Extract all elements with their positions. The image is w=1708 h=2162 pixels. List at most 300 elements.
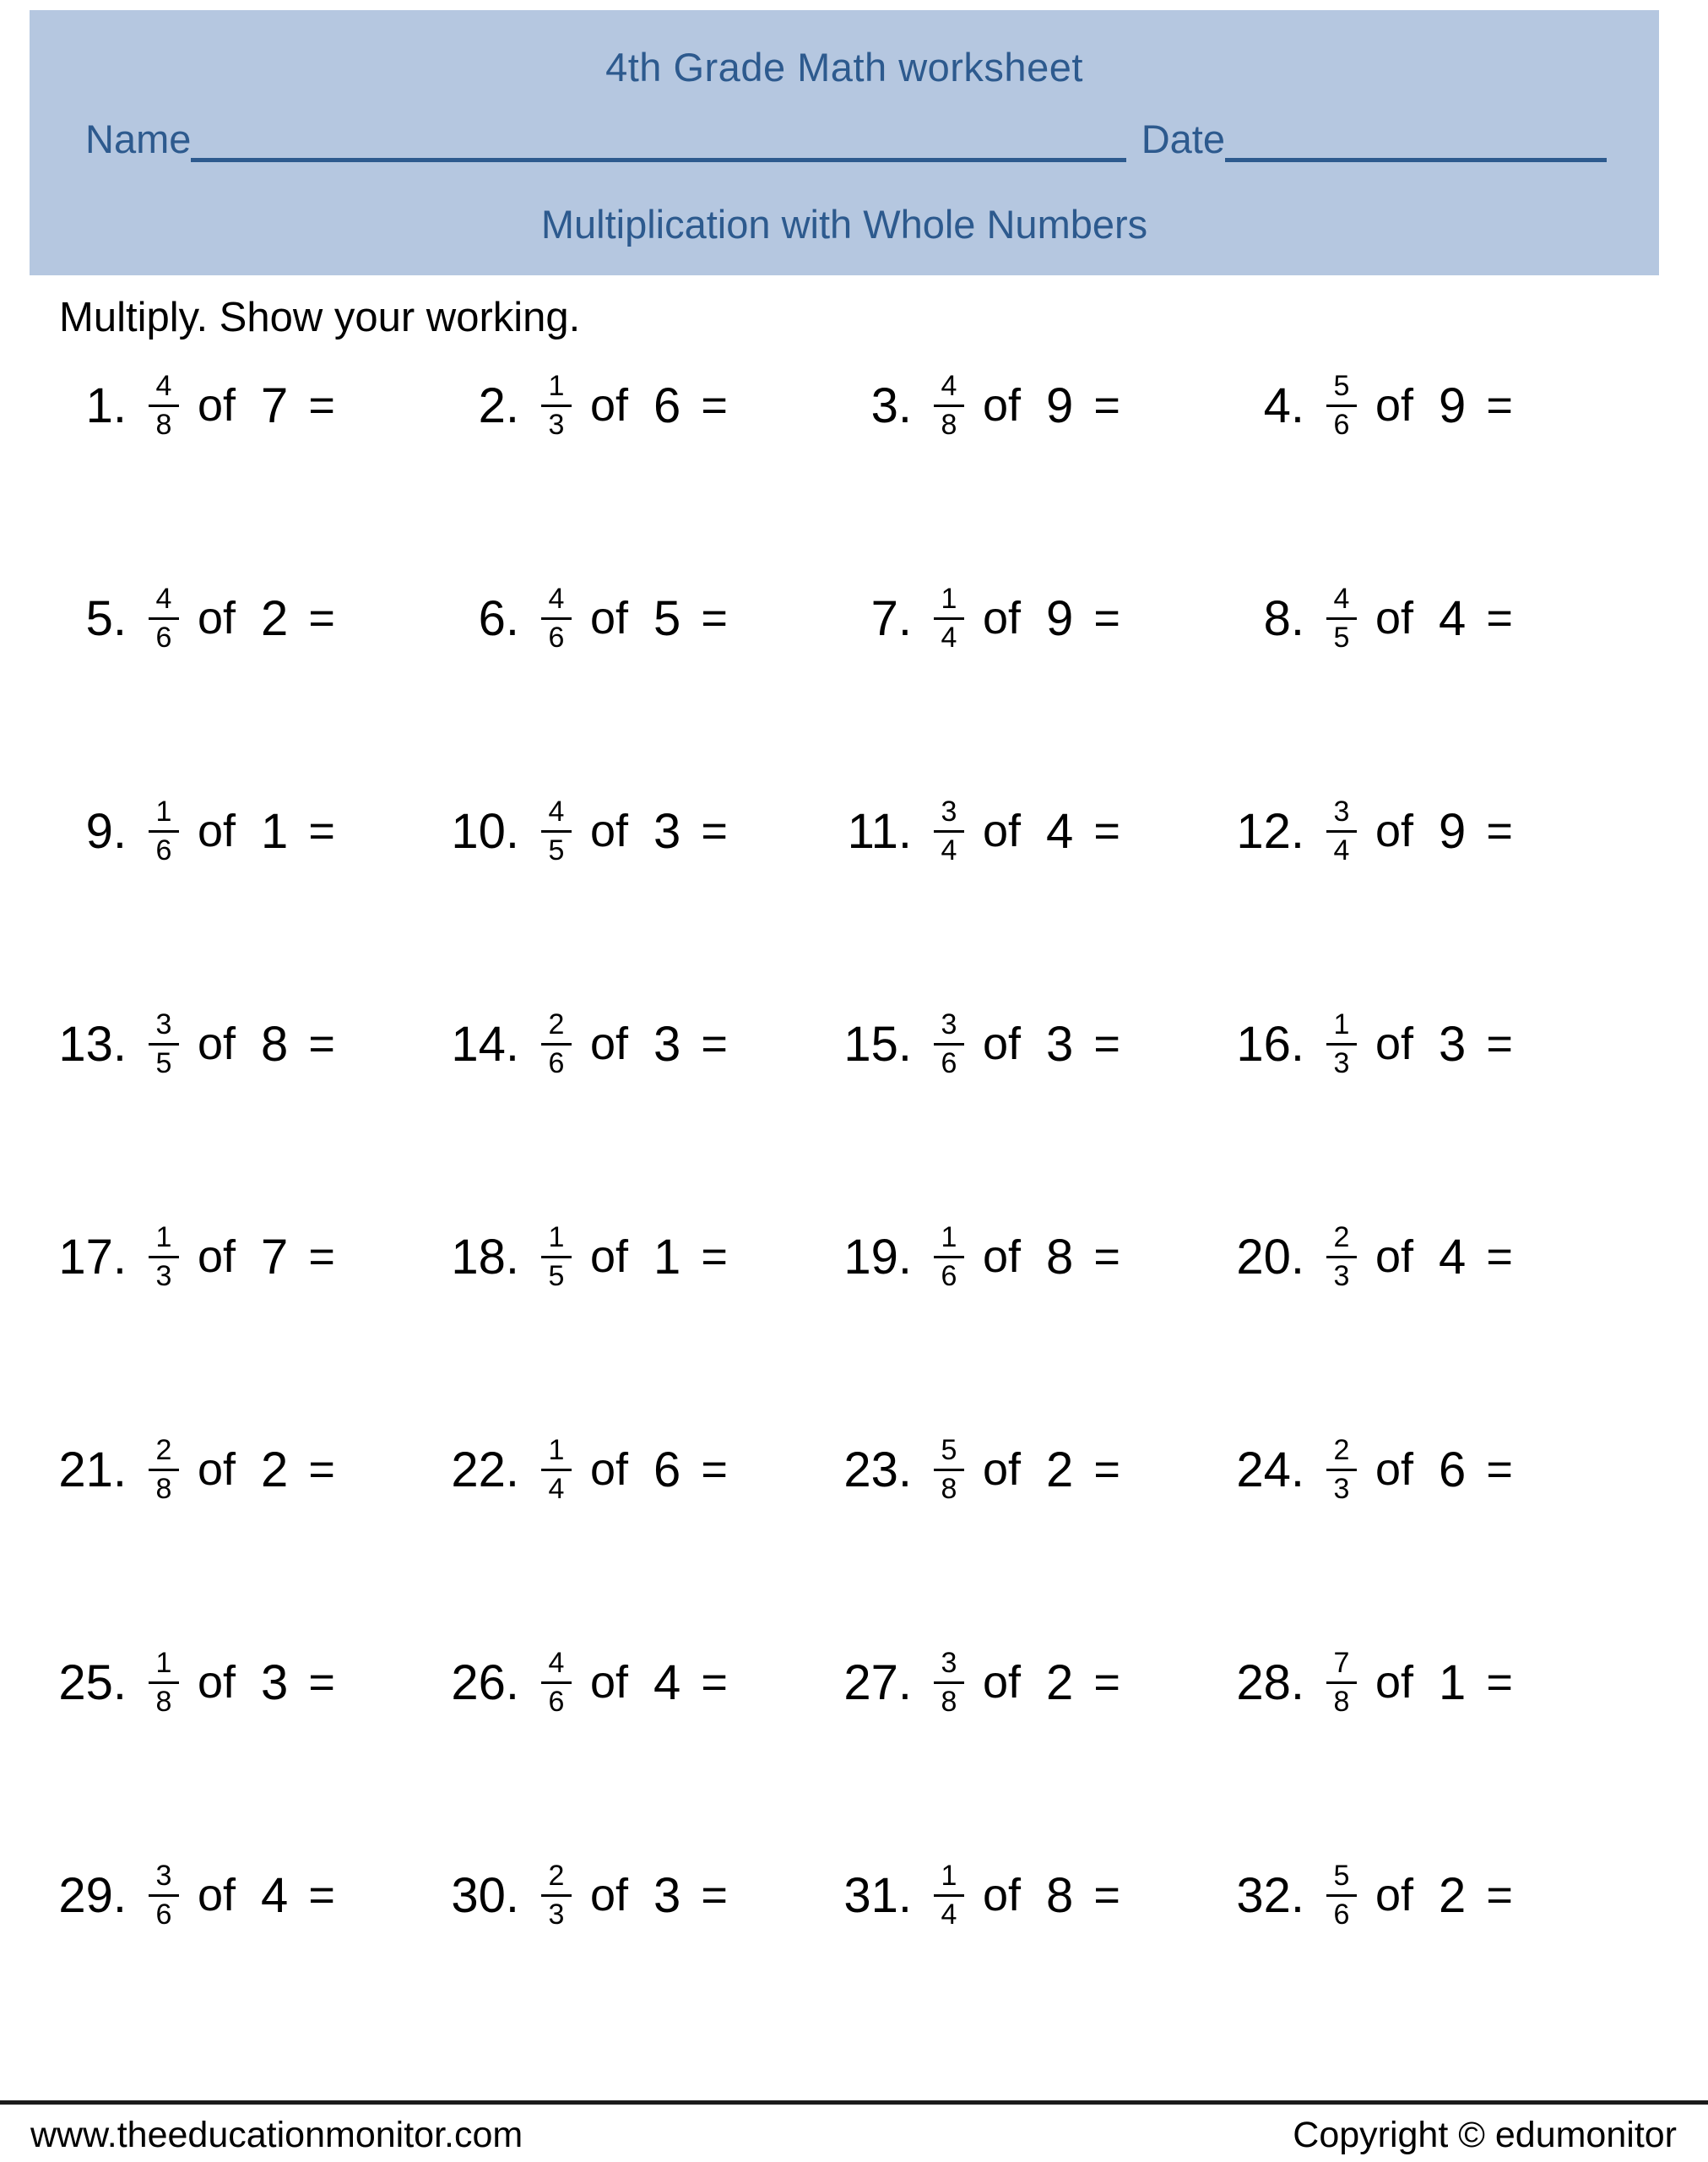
problem-number: 19.: [843, 1229, 912, 1285]
problem-number: 25.: [58, 1654, 127, 1710]
problem-item: [1227, 1419, 1624, 1520]
of-word: of: [198, 593, 236, 644]
fraction-bar: [541, 617, 572, 620]
problem-number: 3.: [870, 378, 912, 433]
whole-number: 2: [261, 590, 289, 646]
problem-number: 30.: [451, 1867, 519, 1923]
equals-sign: =: [308, 1019, 335, 1069]
whole-number: 8: [1046, 1229, 1074, 1285]
fraction: [934, 1861, 964, 1930]
problem-item: [49, 1844, 442, 1946]
fraction-numerator: 1: [941, 1859, 957, 1892]
fraction: [1326, 796, 1357, 866]
whole-number: 3: [653, 803, 681, 859]
name-date-row: [85, 116, 1607, 162]
problem-item: [1227, 1206, 1624, 1307]
fraction-denominator: 6: [548, 621, 565, 654]
fraction-denominator: 8: [1333, 1685, 1350, 1718]
whole-number: 7: [261, 378, 289, 433]
equals-sign: =: [1486, 593, 1513, 644]
fraction-denominator: 3: [1333, 1046, 1350, 1079]
of-word: of: [1375, 380, 1414, 431]
problem-item: [834, 568, 1227, 669]
equals-sign: =: [308, 806, 335, 856]
fraction-denominator: 6: [1333, 408, 1350, 441]
fraction-numerator: 1: [548, 1433, 565, 1466]
whole-number: 2: [1046, 1654, 1074, 1710]
fraction-numerator: 5: [1333, 1859, 1350, 1892]
fraction-denominator: 8: [155, 408, 172, 441]
fraction: [1326, 1648, 1357, 1717]
fraction-numerator: 1: [941, 1220, 957, 1253]
of-word: of: [590, 593, 629, 644]
fraction-bar: [934, 1043, 964, 1046]
fraction-numerator: 1: [155, 1220, 172, 1253]
equals-sign: =: [1093, 1231, 1120, 1282]
whole-number: 6: [653, 378, 681, 433]
equals-sign: =: [1093, 1870, 1120, 1920]
problem-number: 12.: [1236, 803, 1304, 859]
problem-item: [49, 568, 442, 669]
fraction-denominator: 4: [1333, 834, 1350, 866]
fraction-bar: [1326, 1256, 1357, 1258]
worksheet-header: [30, 10, 1659, 275]
fraction-denominator: 3: [548, 408, 565, 441]
equals-sign: =: [1486, 806, 1513, 856]
equals-sign: =: [701, 1657, 728, 1708]
date-label: Date: [1141, 117, 1225, 161]
of-word: of: [590, 806, 629, 856]
problem-item: [834, 993, 1227, 1095]
of-word: of: [198, 1870, 236, 1920]
whole-number: 9: [1439, 378, 1467, 433]
whole-number: 4: [1439, 590, 1467, 646]
fraction-numerator: 3: [941, 1008, 957, 1040]
of-word: of: [1375, 1231, 1414, 1282]
fraction-bar: [934, 1681, 964, 1684]
fraction-numerator: 7: [1333, 1646, 1350, 1679]
fraction: [1326, 371, 1357, 440]
problem-item: [1227, 1844, 1624, 1946]
of-word: of: [983, 1444, 1022, 1495]
of-word: of: [1375, 1657, 1414, 1708]
fraction: [541, 584, 572, 653]
equals-sign: =: [308, 1444, 335, 1495]
of-word: of: [1375, 1870, 1414, 1920]
problem-number: 1.: [85, 378, 127, 433]
whole-number: 9: [1439, 803, 1467, 859]
problem-item: [442, 993, 834, 1095]
whole-number: 3: [1439, 1016, 1467, 1072]
problem-item: [834, 1844, 1227, 1946]
fraction-denominator: 4: [548, 1472, 565, 1505]
equals-sign: =: [1093, 1657, 1120, 1708]
equals-sign: =: [308, 1870, 335, 1920]
fraction-bar: [541, 1256, 572, 1258]
equals-sign: =: [308, 1231, 335, 1282]
problem-item: [442, 1632, 834, 1733]
equals-sign: =: [308, 1657, 335, 1708]
equals-sign: =: [1486, 1231, 1513, 1282]
of-word: of: [198, 1231, 236, 1282]
fraction: [149, 584, 179, 653]
fraction: [934, 1009, 964, 1078]
fraction: [149, 1009, 179, 1078]
problem-number: 18.: [451, 1229, 519, 1285]
fraction-numerator: 2: [548, 1859, 565, 1892]
whole-number: 1: [261, 803, 289, 859]
fraction-denominator: 5: [155, 1046, 172, 1079]
name-blank-line: [191, 116, 1125, 162]
whole-number: 4: [1439, 1229, 1467, 1285]
of-word: of: [983, 1231, 1022, 1282]
fraction-numerator: 1: [548, 369, 565, 402]
problem-number: 13.: [58, 1016, 127, 1072]
of-word: of: [1375, 593, 1414, 644]
problem-number: 26.: [451, 1654, 519, 1710]
fraction-denominator: 6: [548, 1685, 565, 1718]
problem-number: 24.: [1236, 1442, 1304, 1497]
problem-number: 9.: [85, 803, 127, 859]
fraction-denominator: 5: [548, 1259, 565, 1292]
problem-item: [442, 355, 834, 456]
of-word: of: [590, 1657, 629, 1708]
fraction: [149, 1435, 179, 1504]
fraction: [541, 371, 572, 440]
of-word: of: [1375, 806, 1414, 856]
whole-number: 6: [653, 1442, 681, 1497]
problem-number: 20.: [1236, 1229, 1304, 1285]
footer-website: www.theeducationmonitor.com: [30, 2115, 523, 2155]
fraction-bar: [1326, 405, 1357, 407]
worksheet-title: 4th Grade Math worksheet: [605, 45, 1083, 90]
instruction-text: Multiply. Show your working.: [59, 295, 581, 340]
fraction-numerator: 2: [1333, 1220, 1350, 1253]
fraction: [541, 1222, 572, 1291]
fraction-bar: [1326, 1894, 1357, 1897]
fraction-numerator: 4: [941, 369, 957, 402]
of-word: of: [590, 1231, 629, 1282]
fraction-numerator: 3: [155, 1008, 172, 1040]
equals-sign: =: [1093, 1019, 1120, 1069]
equals-sign: =: [1486, 380, 1513, 431]
fraction-denominator: 5: [1333, 621, 1350, 654]
footer-copyright: Copyright © edumonitor: [1293, 2115, 1677, 2155]
fraction-bar: [541, 1469, 572, 1471]
fraction-bar: [149, 617, 179, 620]
fraction: [934, 1222, 964, 1291]
equals-sign: =: [1093, 1444, 1120, 1495]
problem-number: 11.: [847, 803, 912, 859]
problem-number: 6.: [478, 590, 519, 646]
problem-number: 8.: [1263, 590, 1304, 646]
equals-sign: =: [701, 380, 728, 431]
fraction: [541, 796, 572, 866]
fraction-denominator: 4: [941, 621, 957, 654]
fraction-bar: [149, 1681, 179, 1684]
fraction: [541, 1435, 572, 1504]
fraction: [149, 1222, 179, 1291]
problem-item: [49, 993, 442, 1095]
equals-sign: =: [1486, 1870, 1513, 1920]
fraction: [541, 1009, 572, 1078]
fraction: [1326, 1861, 1357, 1930]
of-word: of: [590, 1870, 629, 1920]
problem-number: 16.: [1236, 1016, 1304, 1072]
equals-sign: =: [701, 1870, 728, 1920]
fraction-numerator: 3: [941, 795, 957, 828]
fraction-denominator: 8: [941, 1472, 957, 1505]
fraction-bar: [541, 1681, 572, 1684]
equals-sign: =: [1093, 380, 1120, 431]
fraction-denominator: 6: [941, 1046, 957, 1079]
of-word: of: [1375, 1019, 1414, 1069]
fraction: [1326, 1009, 1357, 1078]
problem-item: [442, 1206, 834, 1307]
fraction-bar: [149, 405, 179, 407]
fraction-denominator: 6: [941, 1259, 957, 1292]
fraction: [149, 1648, 179, 1717]
whole-number: 9: [1046, 590, 1074, 646]
fraction-numerator: 3: [1333, 795, 1350, 828]
problem-item: [834, 1419, 1227, 1520]
whole-number: 1: [1439, 1654, 1467, 1710]
fraction-numerator: 1: [155, 1646, 172, 1679]
whole-number: 8: [261, 1016, 289, 1072]
fraction-bar: [934, 617, 964, 620]
footer: [30, 2115, 1677, 2156]
fraction-denominator: 4: [941, 834, 957, 866]
fraction-denominator: 8: [155, 1685, 172, 1718]
fraction-denominator: 5: [548, 834, 565, 866]
whole-number: 8: [1046, 1867, 1074, 1923]
whole-number: 6: [1439, 1442, 1467, 1497]
fraction-bar: [149, 1469, 179, 1471]
worksheet-subtitle: Multiplication with Whole Numbers: [540, 202, 1148, 247]
whole-number: 2: [1046, 1442, 1074, 1497]
fraction-denominator: 6: [155, 834, 172, 866]
problem-item: [834, 1206, 1227, 1307]
fraction-bar: [541, 1043, 572, 1046]
fraction: [934, 371, 964, 440]
fraction-denominator: 3: [1333, 1472, 1350, 1505]
problem-number: 7.: [870, 590, 912, 646]
fraction: [149, 371, 179, 440]
problem-item: [1227, 568, 1624, 669]
whole-number: 1: [653, 1229, 681, 1285]
fraction-numerator: 4: [548, 582, 565, 615]
of-word: of: [983, 380, 1022, 431]
equals-sign: =: [1486, 1019, 1513, 1069]
problem-number: 23.: [843, 1442, 912, 1497]
fraction-denominator: 8: [941, 1685, 957, 1718]
fraction-denominator: 3: [155, 1259, 172, 1292]
fraction-numerator: 4: [155, 582, 172, 615]
fraction: [149, 796, 179, 866]
problem-number: 22.: [451, 1442, 519, 1497]
problem-item: [1227, 780, 1624, 882]
fraction-denominator: 6: [1333, 1898, 1350, 1931]
problem-number: 15.: [843, 1016, 912, 1072]
fraction-denominator: 8: [155, 1472, 172, 1505]
problem-number: 21.: [58, 1442, 127, 1497]
fraction-bar: [149, 1256, 179, 1258]
fraction-bar: [541, 830, 572, 833]
fraction: [934, 1648, 964, 1717]
fraction-numerator: 1: [548, 1220, 565, 1253]
problem-number: 28.: [1236, 1654, 1304, 1710]
whole-number: 5: [653, 590, 681, 646]
of-word: of: [590, 380, 629, 431]
date-blank-line: [1225, 116, 1607, 162]
fraction-numerator: 2: [1333, 1433, 1350, 1466]
fraction-bar: [1326, 617, 1357, 620]
problem-item: [442, 780, 834, 882]
fraction: [1326, 1435, 1357, 1504]
fraction-bar: [149, 830, 179, 833]
fraction: [934, 1435, 964, 1504]
whole-number: 4: [1046, 803, 1074, 859]
fraction-bar: [149, 1043, 179, 1046]
fraction-denominator: 3: [548, 1898, 565, 1931]
problem-item: [834, 355, 1227, 456]
whole-number: 3: [653, 1867, 681, 1923]
equals-sign: =: [701, 806, 728, 856]
problem-item: [49, 1632, 442, 1733]
of-word: of: [1375, 1444, 1414, 1495]
problem-number: 10.: [451, 803, 519, 859]
fraction-bar: [1326, 830, 1357, 833]
problem-item: [49, 355, 442, 456]
of-word: of: [590, 1019, 629, 1069]
fraction: [934, 584, 964, 653]
problem-item: [49, 1206, 442, 1307]
equals-sign: =: [1093, 806, 1120, 856]
problem-number: 29.: [58, 1867, 127, 1923]
of-word: of: [983, 806, 1022, 856]
fraction-numerator: 1: [155, 795, 172, 828]
fraction-numerator: 1: [1333, 1008, 1350, 1040]
fraction-denominator: 6: [155, 621, 172, 654]
fraction: [149, 1861, 179, 1930]
fraction-numerator: 3: [941, 1646, 957, 1679]
fraction-numerator: 4: [548, 795, 565, 828]
of-word: of: [983, 1019, 1022, 1069]
fraction: [934, 796, 964, 866]
problem-item: [1227, 1632, 1624, 1733]
fraction-bar: [934, 1894, 964, 1897]
of-word: of: [198, 806, 236, 856]
fraction-bar: [1326, 1469, 1357, 1471]
fraction-denominator: 8: [941, 408, 957, 441]
problem-item: [1227, 355, 1624, 456]
fraction-denominator: 6: [548, 1046, 565, 1079]
whole-number: 3: [261, 1654, 289, 1710]
of-word: of: [983, 1870, 1022, 1920]
fraction-numerator: 2: [155, 1433, 172, 1466]
problem-number: 31.: [843, 1867, 912, 1923]
whole-number: 2: [261, 1442, 289, 1497]
equals-sign: =: [701, 1019, 728, 1069]
of-word: of: [198, 1657, 236, 1708]
problem-item: [1227, 993, 1624, 1095]
equals-sign: =: [1486, 1444, 1513, 1495]
of-word: of: [198, 1019, 236, 1069]
problem-number: 5.: [85, 590, 127, 646]
problem-number: 27.: [843, 1654, 912, 1710]
equals-sign: =: [701, 593, 728, 644]
equals-sign: =: [1093, 593, 1120, 644]
footer-divider: [0, 2100, 1708, 2105]
equals-sign: =: [1486, 1657, 1513, 1708]
fraction: [541, 1648, 572, 1717]
fraction-bar: [934, 1256, 964, 1258]
of-word: of: [198, 380, 236, 431]
of-word: of: [983, 593, 1022, 644]
of-word: of: [983, 1657, 1022, 1708]
equals-sign: =: [308, 593, 335, 644]
whole-number: 3: [653, 1016, 681, 1072]
equals-sign: =: [701, 1231, 728, 1282]
problem-item: [49, 780, 442, 882]
problem-item: [834, 780, 1227, 882]
fraction-denominator: 3: [1333, 1259, 1350, 1292]
problem-item: [442, 1419, 834, 1520]
fraction-numerator: 4: [548, 1646, 565, 1679]
fraction-numerator: 5: [941, 1433, 957, 1466]
fraction-denominator: 6: [155, 1898, 172, 1931]
problem-item: [834, 1632, 1227, 1733]
problem-number: 17.: [58, 1229, 127, 1285]
whole-number: 2: [1439, 1867, 1467, 1923]
problem-item: [442, 568, 834, 669]
fraction-bar: [541, 1894, 572, 1897]
of-word: of: [590, 1444, 629, 1495]
fraction-numerator: 5: [1333, 369, 1350, 402]
fraction-bar: [1326, 1681, 1357, 1684]
fraction-numerator: 1: [941, 582, 957, 615]
whole-number: 7: [261, 1229, 289, 1285]
name-label: Name: [85, 117, 192, 161]
problem-item: [49, 1419, 442, 1520]
problem-number: 32.: [1236, 1867, 1304, 1923]
whole-number: 4: [261, 1867, 289, 1923]
equals-sign: =: [308, 380, 335, 431]
fraction-denominator: 4: [941, 1898, 957, 1931]
fraction-bar: [1326, 1043, 1357, 1046]
fraction: [1326, 584, 1357, 653]
equals-sign: =: [701, 1444, 728, 1495]
fraction-bar: [934, 830, 964, 833]
fraction: [1326, 1222, 1357, 1291]
whole-number: 4: [653, 1654, 681, 1710]
fraction-numerator: 4: [1333, 582, 1350, 615]
problem-item: [442, 1844, 834, 1946]
fraction-bar: [149, 1894, 179, 1897]
problem-number: 4.: [1263, 378, 1304, 433]
of-word: of: [198, 1444, 236, 1495]
fraction-bar: [934, 1469, 964, 1471]
problem-number: 14.: [451, 1016, 519, 1072]
fraction-numerator: 3: [155, 1859, 172, 1892]
fraction: [541, 1861, 572, 1930]
fraction-bar: [541, 405, 572, 407]
problem-number: 2.: [478, 378, 519, 433]
fraction-numerator: 4: [155, 369, 172, 402]
fraction-numerator: 2: [548, 1008, 565, 1040]
whole-number: 9: [1046, 378, 1074, 433]
fraction-bar: [934, 405, 964, 407]
